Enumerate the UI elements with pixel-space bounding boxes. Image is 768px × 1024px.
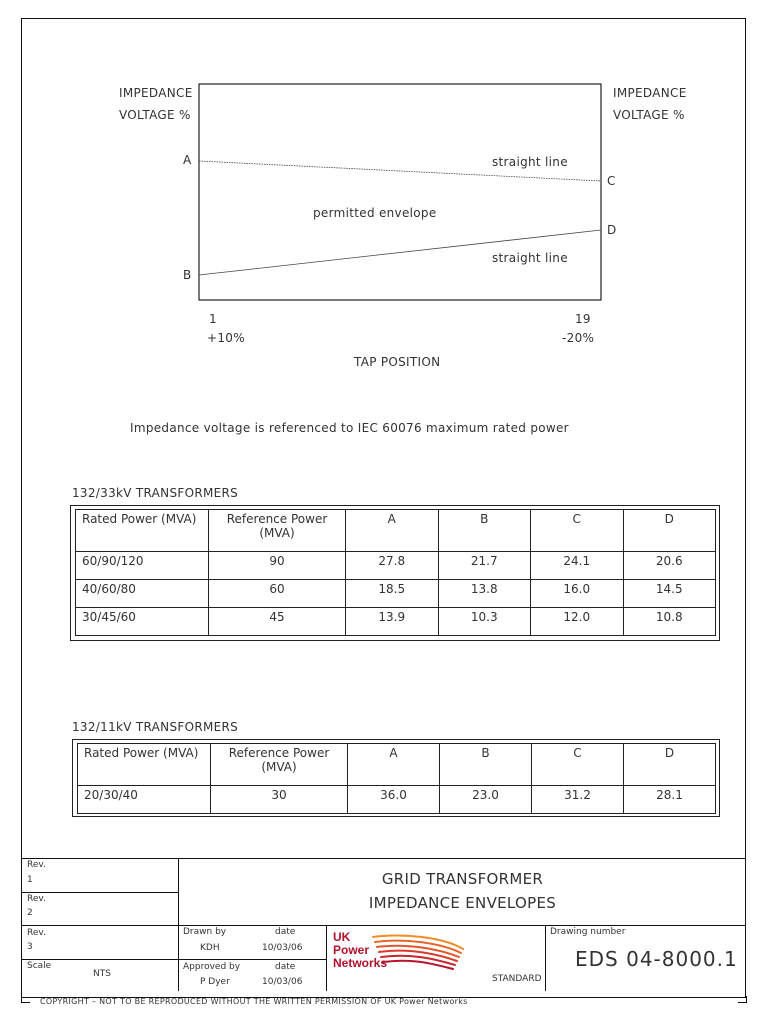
left-axis-label-1: IMPEDANCE bbox=[119, 86, 193, 100]
divider bbox=[21, 959, 179, 960]
table-cell: 40/60/80 bbox=[76, 580, 209, 608]
drawn-by-label: Drawn by bbox=[183, 927, 227, 937]
table-cell: 31.2 bbox=[532, 786, 624, 814]
table-cell: 13.8 bbox=[438, 580, 531, 608]
table2-title: 132/11kV TRANSFORMERS bbox=[72, 720, 239, 734]
table2-header-rated-power: Rated Power (MVA) bbox=[78, 744, 211, 786]
uk-power-networks-logo bbox=[333, 931, 473, 975]
table-row bbox=[78, 786, 716, 814]
reference-note: Impedance voltage is referenced to IEC 60076 maximum rated power bbox=[130, 421, 569, 435]
diagram-box bbox=[199, 84, 601, 300]
rev1-label: Rev. bbox=[27, 860, 46, 870]
table-cell: 27.8 bbox=[346, 552, 439, 580]
table1 bbox=[75, 509, 716, 636]
table-cell: 24.1 bbox=[531, 552, 624, 580]
table-row bbox=[76, 552, 716, 580]
divider bbox=[21, 892, 179, 893]
table1-header-reference-power: Reference Power (MVA) bbox=[209, 510, 346, 552]
point-a-label: A bbox=[183, 153, 192, 167]
copyright-notice: COPYRIGHT – NOT TO BE REPRODUCED WITHOUT THE WRITTEN PERMISSION OF UK Power Networks bbox=[40, 997, 468, 1006]
table-cell: 90 bbox=[209, 552, 346, 580]
corner-mark bbox=[21, 996, 30, 1003]
table1-header-rated-power: Rated Power (MVA) bbox=[76, 510, 209, 552]
table2-header-reference-power: Reference Power (MVA) bbox=[211, 744, 348, 786]
table-cell: 12.0 bbox=[531, 608, 624, 636]
rev2-value: 2 bbox=[27, 908, 33, 918]
table-cell: 21.7 bbox=[438, 552, 531, 580]
tap-left-percent: +10% bbox=[207, 331, 245, 345]
table1-header-b: B bbox=[438, 510, 531, 552]
table-cell: 23.0 bbox=[440, 786, 532, 814]
table2-header-a: A bbox=[348, 744, 440, 786]
drawn-by-value: KDH bbox=[200, 943, 220, 953]
lower-line-label: straight line bbox=[492, 251, 568, 265]
table-cell: 30/45/60 bbox=[76, 608, 209, 636]
scale-label: Scale bbox=[27, 961, 52, 971]
standard-label: STANDARD bbox=[492, 974, 542, 984]
table-cell: 60 bbox=[209, 580, 346, 608]
right-axis-label-1: IMPEDANCE bbox=[613, 86, 687, 100]
scale-value: NTS bbox=[93, 969, 111, 979]
table-row bbox=[76, 580, 716, 608]
approved-date-label: date bbox=[275, 962, 296, 972]
table2-header-d: D bbox=[624, 744, 716, 786]
table1-header-c: C bbox=[531, 510, 624, 552]
tap-right-percent: -20% bbox=[562, 331, 595, 345]
table-cell: 20.6 bbox=[623, 552, 716, 580]
approved-date-value: 10/03/06 bbox=[262, 977, 303, 987]
point-d-label: D bbox=[607, 223, 617, 237]
x-axis-title: TAP POSITION bbox=[354, 355, 441, 369]
table1-title: 132/33kV TRANSFORMERS bbox=[72, 486, 239, 500]
table2 bbox=[77, 743, 716, 814]
table2-header-row bbox=[78, 744, 716, 786]
approved-by-value: P Dyer bbox=[200, 977, 230, 987]
table1-header-d: D bbox=[623, 510, 716, 552]
rev3-label: Rev. bbox=[27, 928, 46, 938]
table-cell: 36.0 bbox=[348, 786, 440, 814]
logo-line2: Power bbox=[333, 943, 370, 957]
drawn-date-value: 10/03/06 bbox=[262, 943, 303, 953]
divider bbox=[326, 925, 327, 991]
tap-right-number: 19 bbox=[575, 312, 591, 326]
table-cell: 10.8 bbox=[623, 608, 716, 636]
table2-header-c: C bbox=[532, 744, 624, 786]
drawn-date-label: date bbox=[275, 927, 296, 937]
corner-mark bbox=[738, 996, 747, 1003]
table2-header-b: B bbox=[440, 744, 532, 786]
table-cell: 30 bbox=[211, 786, 348, 814]
table-row bbox=[76, 608, 716, 636]
logo-line1: UK bbox=[333, 930, 351, 944]
divider bbox=[21, 925, 746, 926]
rev3-value: 3 bbox=[27, 942, 33, 952]
drawing-number-label: Drawing number bbox=[550, 927, 626, 937]
table-cell: 60/90/120 bbox=[76, 552, 209, 580]
drawing-number: EDS 04-8000.1 bbox=[575, 947, 738, 971]
table-cell: 28.1 bbox=[624, 786, 716, 814]
left-axis-label-2: VOLTAGE % bbox=[119, 108, 191, 122]
table-cell: 14.5 bbox=[623, 580, 716, 608]
table-cell: 10.3 bbox=[438, 608, 531, 636]
right-axis-label-2: VOLTAGE % bbox=[613, 108, 685, 122]
rev1-value: 1 bbox=[27, 875, 33, 885]
point-b-label: B bbox=[183, 268, 192, 282]
logo-line3: Networks bbox=[333, 956, 388, 970]
impedance-envelope-diagram bbox=[0, 0, 768, 380]
approved-by-label: Approved by bbox=[183, 962, 241, 972]
table-cell: 20/30/40 bbox=[78, 786, 211, 814]
divider bbox=[179, 959, 326, 960]
logo-text bbox=[333, 931, 387, 970]
table1-header-a: A bbox=[346, 510, 439, 552]
drawing-title-line1: GRID TRANSFORMER bbox=[381, 870, 544, 888]
tap-left-number: 1 bbox=[209, 312, 217, 326]
drawing-title-line2: IMPEDANCE ENVELOPES bbox=[368, 894, 557, 912]
table-cell: 13.9 bbox=[346, 608, 439, 636]
rev2-label: Rev. bbox=[27, 894, 46, 904]
table-cell: 18.5 bbox=[346, 580, 439, 608]
table-cell: 16.0 bbox=[531, 580, 624, 608]
table1-header-row bbox=[76, 510, 716, 552]
divider bbox=[545, 925, 546, 991]
envelope-label: permitted envelope bbox=[313, 206, 437, 220]
point-c-label: C bbox=[607, 174, 616, 188]
table-cell: 45 bbox=[209, 608, 346, 636]
upper-line-label: straight line bbox=[492, 155, 568, 169]
